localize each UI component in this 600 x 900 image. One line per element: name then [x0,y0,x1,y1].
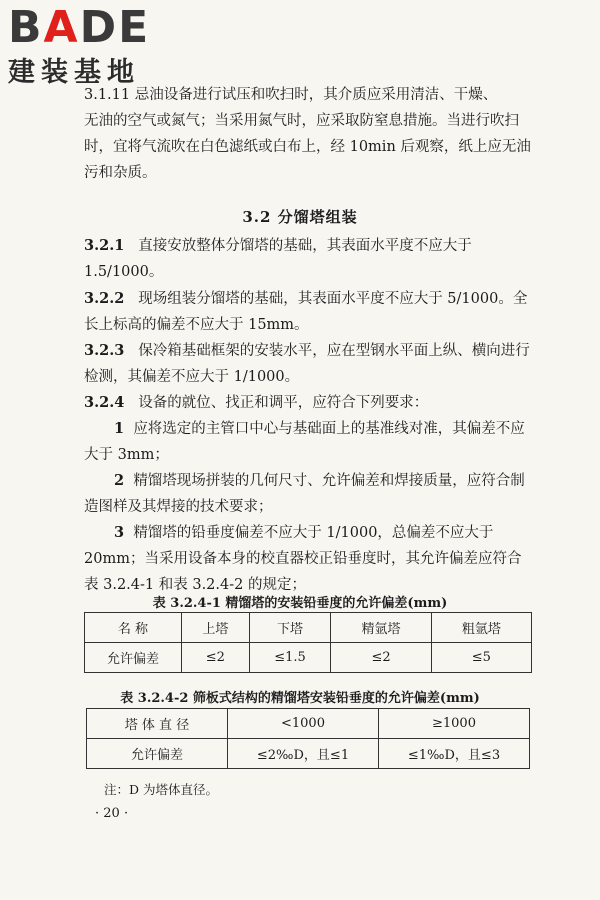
table1-header-cell: 下塔 [249,613,331,643]
item-number: 1 [114,420,125,437]
table2-cell: 允许偏差 [87,739,228,769]
table1-cell: ≤5 [431,643,531,673]
item-3 [84,520,534,598]
item-number: 3 [114,524,125,541]
table1-row [85,643,532,673]
page-number: · 20 · [95,806,129,821]
clause-3-2-4 [84,390,534,416]
item-text: 精馏塔的铅垂度偏差不应大于 1/1000，总偏差不应大于 20mm；当采用设备本身的校直器校正铅垂度时，其允许偏差应符合表 3.2.4-1 和表 3.2.4-2 的规定； [84,525,522,593]
item-2 [84,468,534,520]
clause-number: 3.2.4 [84,394,125,411]
table2-cell: ≤1‰D，且≤3 [379,739,530,769]
table2-row [87,739,530,769]
table1-header-cell: 精氩塔 [331,613,431,643]
clause-number: 3.2.1 [84,237,125,254]
table2 [86,708,530,769]
table1-header-cell: 上塔 [182,613,250,643]
clause-text: 保冷箱基础框架的安装水平，应在型钢水平面上纵、横向进行检测，其偏差不应大于 1/1000。 [84,343,530,385]
table2-header-cell: <1000 [228,709,379,739]
clause-3-1-11-line1: 3.1.11 忌油设备进行试压和吹扫时，其介质应采用清洁、干燥、 [84,87,498,103]
clause-3-2-3 [84,338,534,390]
table1-caption: 表 3.2.4-1 精馏塔的安装铅垂度的允许偏差(mm) [152,596,448,611]
table2-caption: 表 3.2.4-2 筛板式结构的精馏塔安装铅垂度的允许偏差(mm) [120,691,480,706]
table1-cell: 允许偏差 [85,643,182,673]
logo-wordmark: BADE [8,2,151,53]
clause-3-2-2 [84,286,534,338]
clause-number: 3.2.2 [84,290,125,307]
logo-subtitle: 建装基地 [8,57,140,88]
table1-cell: ≤2 [182,643,250,673]
clause-3-1-11 [84,82,534,186]
table2-cell: ≤2‰D，且≤1 [228,739,379,769]
table1-header-cell: 名 称 [85,613,182,643]
clause-text: 设备的就位、找正和调平，应符合下列要求： [138,395,429,411]
table-note: 注：D 为塔体直径。 [104,782,218,797]
item-text: 精馏塔现场拼装的几何尺寸、允许偏差和焊接质量，应符合制造图样及其焊接的技术要求； [84,473,525,515]
clause-number: 3.2.3 [84,342,125,359]
table1 [84,612,532,673]
table1-header-row [85,613,532,643]
table1-cell: ≤1.5 [249,643,331,673]
table1-header-cell: 粗氩塔 [431,613,531,643]
table2-header-cell: 塔 体 直 径 [87,709,228,739]
bade-watermark-logo [8,4,183,88]
table1-cell: ≤2 [331,643,431,673]
clause-text: 现场组装分馏塔的基础，其表面水平度不应大于 5/1000。全长上标高的偏差不应大于 15mm。 [84,291,528,333]
item-1 [84,416,534,468]
section-title: 3.2 分馏塔组装 [242,208,358,226]
table2-header-row [87,709,530,739]
table2-header-cell: ≥1000 [379,709,530,739]
clause-3-2-1 [84,233,534,285]
clause-3-1-11-rest: 无油的空气或氮气；当采用氮气时，应采取防窒息措施。当进行吹扫时，宜将气流吹在白色滤纸或白布上，经 10min 后观察，纸上应无油污和杂质。 [84,113,531,181]
clause-text: 直接安放整体分馏塔的基础，其表面水平度不应大于 1.5/1000。 [84,238,472,280]
item-number: 2 [114,472,125,489]
item-text: 应将选定的主管口中心与基础面上的基准线对准，其偏差不应大于 3mm； [84,421,525,463]
